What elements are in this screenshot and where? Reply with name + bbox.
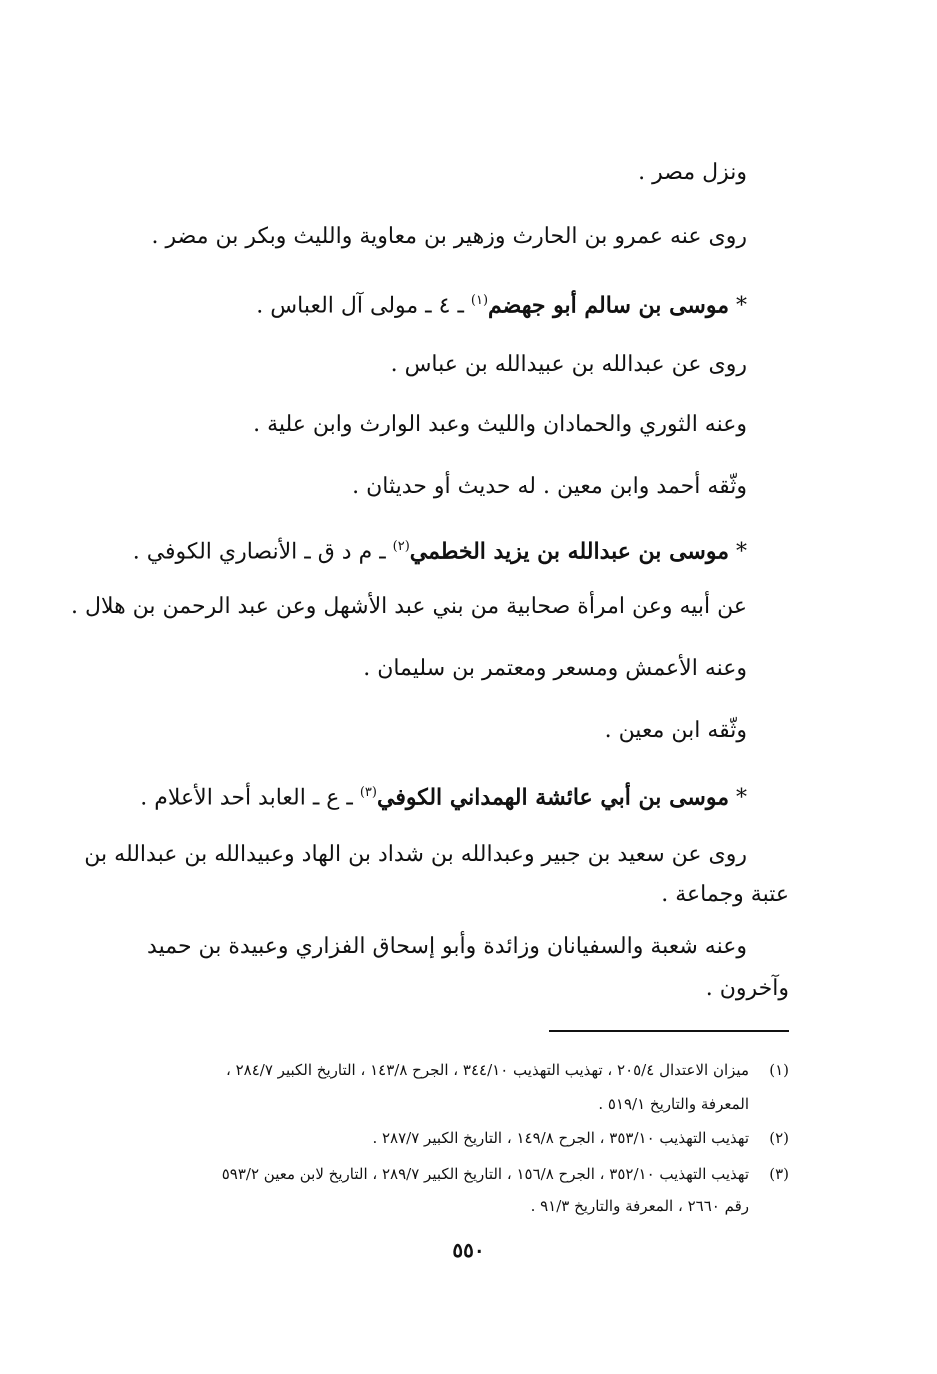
text-line: وعنه الثوري والحمادان والليث وعبد الوارث وابن علية . xyxy=(253,412,747,437)
entry-rest: ـ ٤ ـ مولى آل العباس . xyxy=(256,293,471,319)
footnote-number: (٢) xyxy=(769,1129,789,1147)
text-line: وعنه الأعمش ومسعر ومعتمر بن سليمان . xyxy=(363,656,747,681)
text-line: روى عنه عمرو بن الحارث وزهير بن معاوية والليث وبكر بن مضر . xyxy=(151,224,747,249)
entry-heading xyxy=(118,286,747,321)
text-line: وثّقه ابن معين . xyxy=(604,718,747,743)
entry-star: * xyxy=(736,785,747,811)
footnote-text: ميزان الاعتدال ٢٠٥/٤ ، تهذيب التهذيب ٣٤٤/١٠ ، الجرح ١٤٣/٨ ، التاريخ الكبير ٢٨٤/٧ ، xyxy=(226,1061,749,1079)
footnote xyxy=(118,1056,789,1084)
entry-heading xyxy=(118,532,747,567)
text-line: وآخرون . xyxy=(705,976,789,1001)
text-line: ونزل مصر . xyxy=(638,160,747,185)
footnote-text: تهذيب التهذيب ٣٥٢/١٠ ، الجرح ١٥٦/٨ ، التاريخ الكبير ٢٨٩/٧ ، التاريخ لابن معين ٥٩٣/٢ xyxy=(221,1165,749,1183)
footnote xyxy=(118,1160,789,1188)
footnote-ref: (٢) xyxy=(392,539,410,554)
entry-rest: ـ ع ـ العابد أحد الأعلام . xyxy=(140,785,360,811)
text-line: روى عن سعيد بن جبير وعبدالله بن شداد بن الهاد وعبيدالله بن عبدالله بن xyxy=(84,842,747,867)
footnote xyxy=(118,1124,789,1152)
footnote-ref: (٣) xyxy=(359,785,377,800)
entry-name: موسى بن أبي عائشة الهمداني الكوفي xyxy=(376,784,729,811)
footnote-number: (١) xyxy=(769,1061,789,1079)
text-line: روى عن عبدالله بن عبيدالله بن عباس . xyxy=(390,352,747,377)
entry-star: * xyxy=(736,293,747,319)
entry-rest: ـ م د ق ـ الأنصاري الكوفي . xyxy=(132,539,393,565)
footnote-number: (٣) xyxy=(769,1165,789,1183)
text-line: عتبة وجماعة . xyxy=(661,882,789,907)
text-line: وعنه شعبة والسفيانان وزائدة وأبو إسحاق الفزاري وعبيدة بن حميد xyxy=(147,934,747,959)
page-number: ٥٥٠ xyxy=(452,1238,485,1262)
entry-name: موسى بن عبدالله بن يزيد الخطمي xyxy=(409,538,729,565)
text-line: عن أبيه وعن امرأة صحابية من بني عبد الأشهل وعن عبد الرحمن بن هلال . xyxy=(70,594,747,619)
footnote-divider xyxy=(549,1030,789,1032)
entry-name: موسى بن سالم أبو جهضم xyxy=(488,292,729,319)
footnote-text: تهذيب التهذيب ٣٥٣/١٠ ، الجرح ١٤٩/٨ ، التاريخ الكبير ٢٨٧/٧ . xyxy=(372,1129,749,1147)
footnote-ref: (١) xyxy=(470,293,489,308)
text-line: وثّقه أحمد وابن معين . له حديث أو حديثان . xyxy=(352,474,747,499)
entry-heading xyxy=(118,778,747,813)
footnote-continuation: المعرفة والتاريخ ٥١٩/١ . xyxy=(598,1095,749,1113)
footnote-continuation: رقم ٢٦٦٠ ، المعرفة والتاريخ ٩١/٣ . xyxy=(530,1197,749,1215)
entry-star: * xyxy=(736,539,747,565)
